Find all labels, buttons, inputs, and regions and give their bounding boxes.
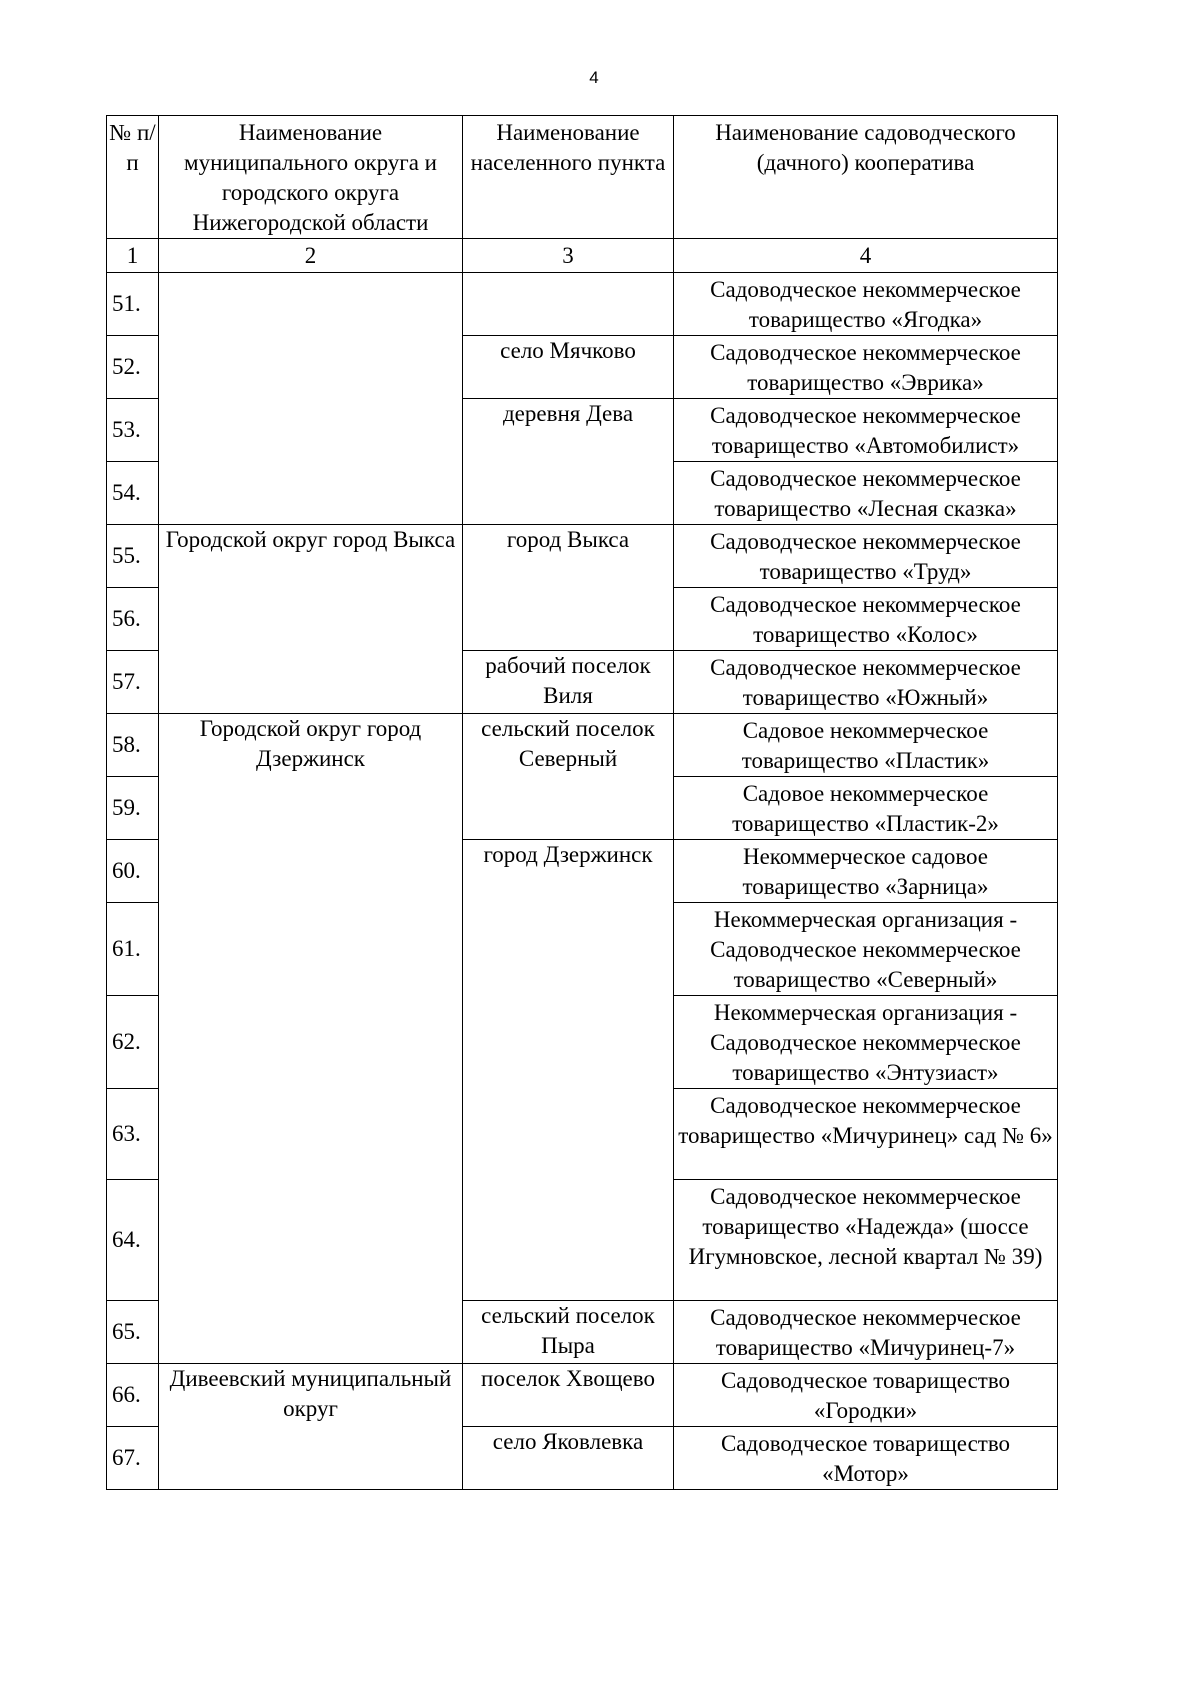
settlement-cell: село Яковлевка: [463, 1427, 674, 1490]
row-number: 51.: [107, 273, 159, 336]
column-numbers-row: [107, 239, 1058, 273]
table-row: [107, 273, 1058, 336]
header-number: № п/п: [107, 116, 159, 239]
cooperative-name: Садовое некоммерческое товарищество «Пластик»: [674, 714, 1058, 777]
settlement-cell: поселок Хвощево: [463, 1364, 674, 1427]
row-number: 67.: [107, 1427, 159, 1490]
column-number: 1: [107, 239, 159, 273]
cooperative-name: Некоммерческая организация - Садоводческое некоммерческое товарищество «Северный»: [674, 903, 1058, 996]
settlement-cell: город Выкса: [463, 525, 674, 651]
cooperative-name: Садоводческое некоммерческое товарищество «Надежда» (шоссе Игумновское, лесной квартал № 39): [674, 1180, 1058, 1301]
row-number: 52.: [107, 336, 159, 399]
row-number: 64.: [107, 1180, 159, 1301]
district-cell: Городской округ город Дзержинск: [159, 714, 463, 1364]
cooperative-name: Некоммерческая организация - Садоводческое некоммерческое товарищество «Энтузиаст»: [674, 996, 1058, 1089]
table-row: [107, 714, 1058, 777]
cooperative-name: Садоводческое некоммерческое товарищество «Южный»: [674, 651, 1058, 714]
district-cell: Городской округ город Выкса: [159, 525, 463, 714]
cooperative-name: Садоводческое некоммерческое товарищество «Автомобилист»: [674, 399, 1058, 462]
settlement-cell: [463, 273, 674, 336]
cooperative-name: Садоводческое некоммерческое товарищество «Труд»: [674, 525, 1058, 588]
column-number: 4: [674, 239, 1058, 273]
row-number: 61.: [107, 903, 159, 996]
cooperative-name: Садоводческое некоммерческое товарищество «Мичуринец» сад № 6»: [674, 1089, 1058, 1180]
cooperative-name: Некоммерческое садовое товарищество «Зарница»: [674, 840, 1058, 903]
settlement-cell: город Дзержинск: [463, 840, 674, 1301]
cooperative-name: Садоводческое товарищество «Мотор»: [674, 1427, 1058, 1490]
header-cooperative: Наименование садоводческого (дачного) кооператива: [674, 116, 1058, 239]
cooperative-name: Садоводческое некоммерческое товарищество «Колос»: [674, 588, 1058, 651]
cooperative-name: Садоводческое некоммерческое товарищество «Эврика»: [674, 336, 1058, 399]
row-number: 65.: [107, 1301, 159, 1364]
settlement-cell: рабочий поселок Виля: [463, 651, 674, 714]
row-number: 60.: [107, 840, 159, 903]
row-number: 57.: [107, 651, 159, 714]
settlement-cell: сельский поселок Пыра: [463, 1301, 674, 1364]
row-number: 53.: [107, 399, 159, 462]
row-number: 55.: [107, 525, 159, 588]
row-number: 54.: [107, 462, 159, 525]
settlement-cell: сельский поселок Северный: [463, 714, 674, 840]
column-number: 2: [159, 239, 463, 273]
table-header-row: [107, 116, 1058, 239]
settlement-cell: село Мячково: [463, 336, 674, 399]
row-number: 66.: [107, 1364, 159, 1427]
district-cell: [159, 273, 463, 525]
cooperatives-table: [106, 115, 1058, 1490]
cooperative-name: Садоводческое некоммерческое товарищество «Ягодка»: [674, 273, 1058, 336]
cooperative-name: Садоводческое некоммерческое товарищество «Лесная сказка»: [674, 462, 1058, 525]
row-number: 56.: [107, 588, 159, 651]
row-number: 58.: [107, 714, 159, 777]
header-settlement: Наименование населенного пункта: [463, 116, 674, 239]
table-row: [107, 525, 1058, 588]
column-number: 3: [463, 239, 674, 273]
page-number: 4: [589, 68, 599, 87]
cooperative-name: Садовое некоммерческое товарищество «Пластик-2»: [674, 777, 1058, 840]
district-cell: Дивеевский муниципальный округ: [159, 1364, 463, 1490]
header-district: Наименование муниципального округа и городского округа Нижегородской области: [159, 116, 463, 239]
row-number: 62.: [107, 996, 159, 1089]
settlement-cell: деревня Дева: [463, 399, 674, 525]
row-number: 59.: [107, 777, 159, 840]
row-number: 63.: [107, 1089, 159, 1180]
cooperative-name: Садоводческое товарищество «Городки»: [674, 1364, 1058, 1427]
cooperative-name: Садоводческое некоммерческое товарищество «Мичуринец-7»: [674, 1301, 1058, 1364]
table-row: [107, 1364, 1058, 1427]
